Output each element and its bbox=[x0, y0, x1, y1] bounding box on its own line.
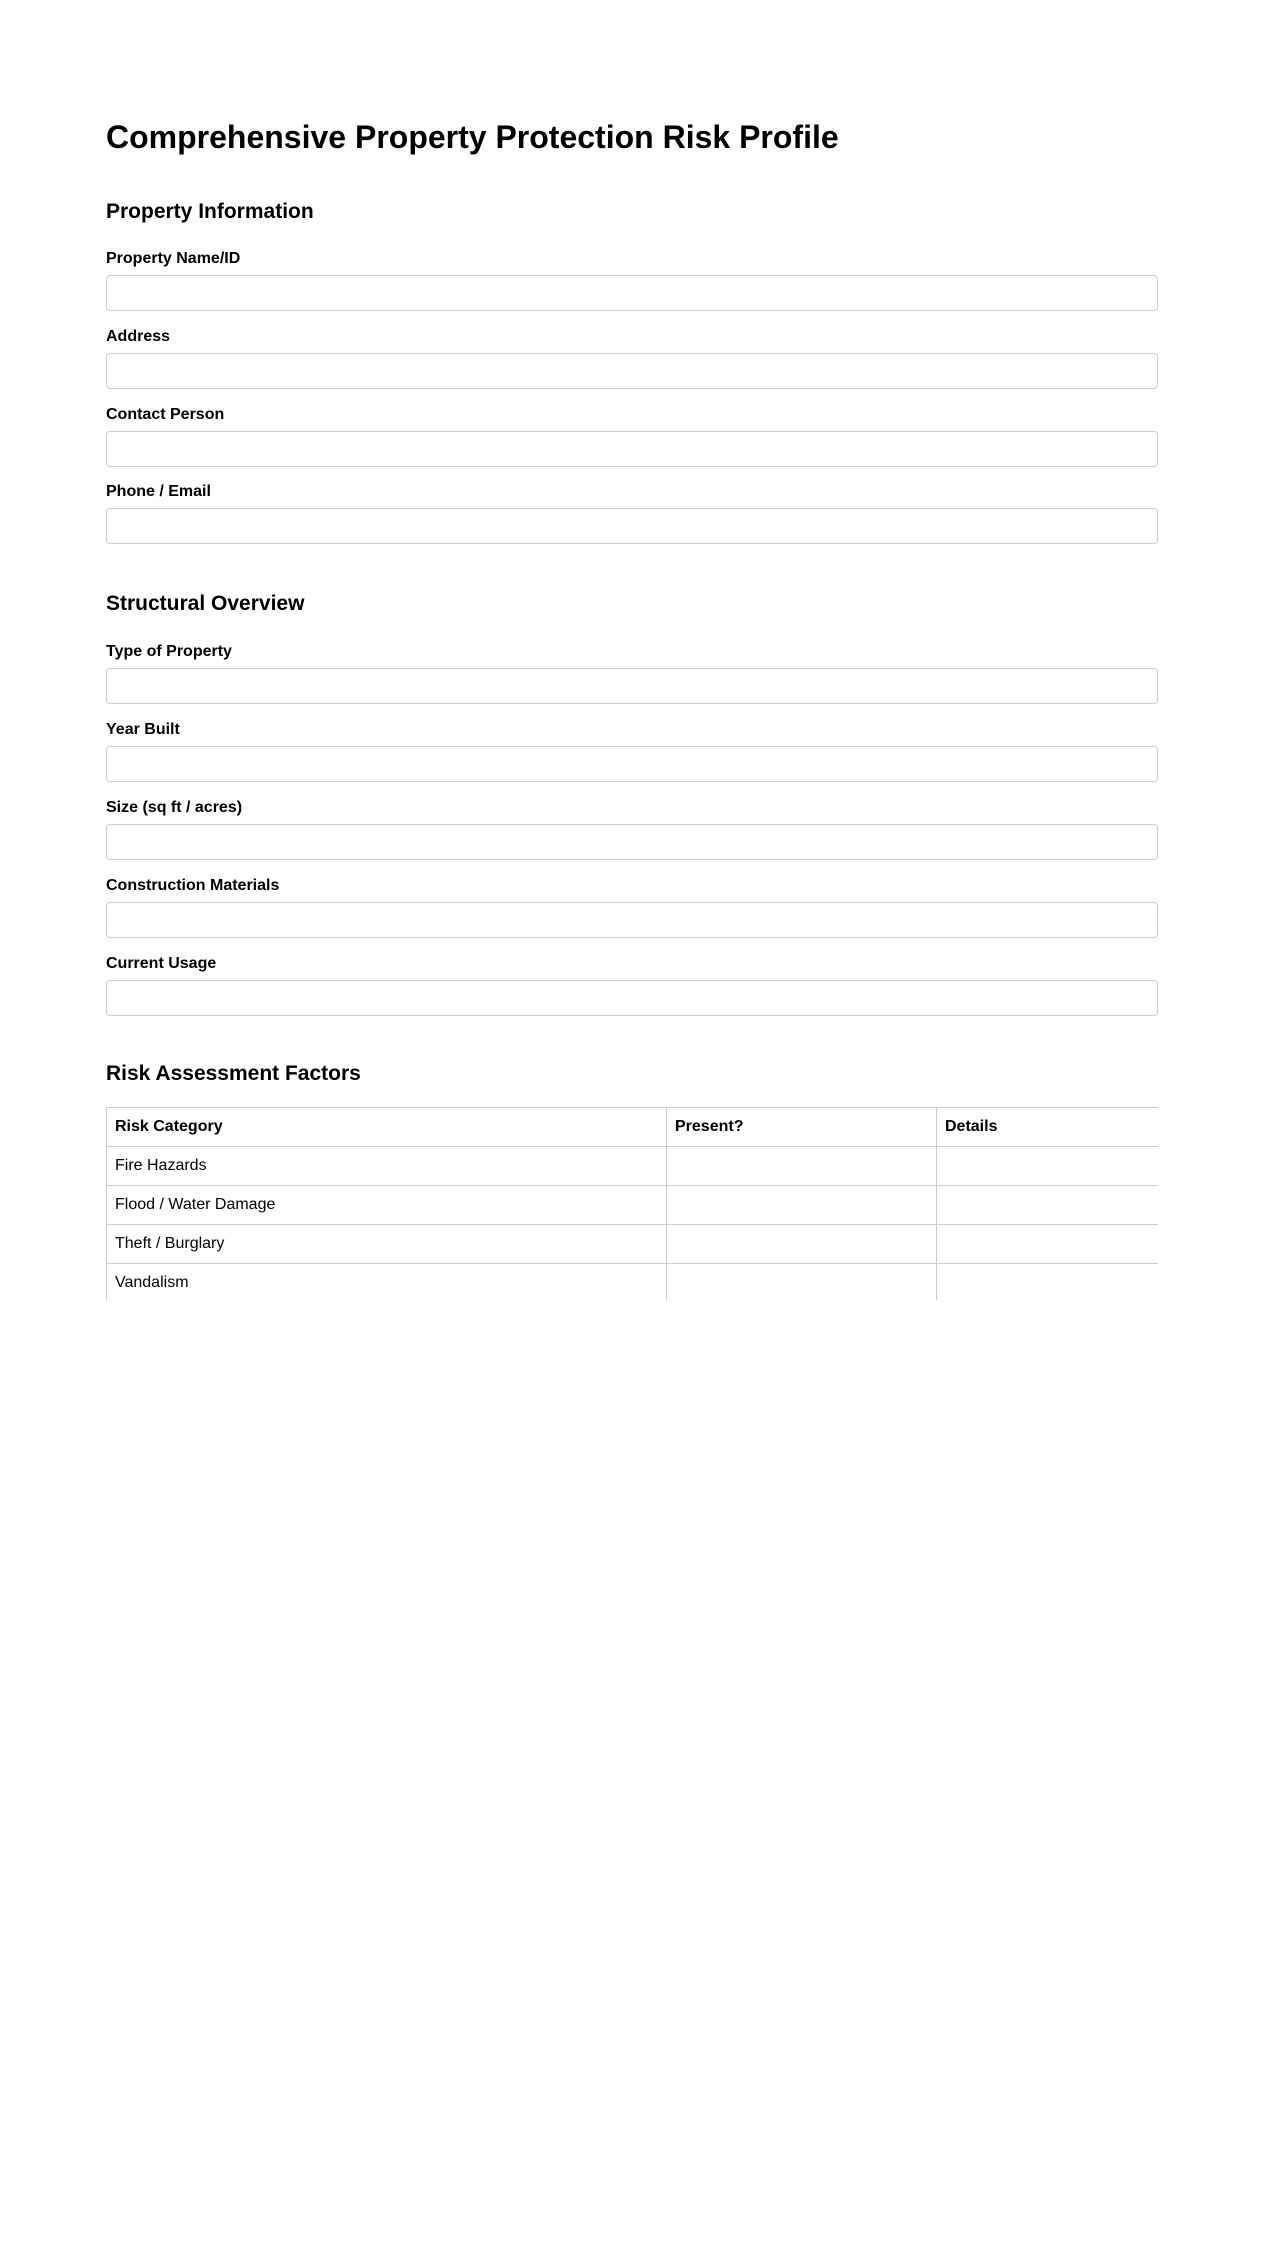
address-input[interactable] bbox=[106, 353, 1158, 389]
section-heading-structural-overview: Structural Overview bbox=[106, 592, 305, 615]
column-header-present: Present? bbox=[667, 1108, 937, 1147]
field-contact-person bbox=[106, 406, 1158, 480]
field-size bbox=[106, 799, 1158, 873]
present-cell[interactable] bbox=[667, 1186, 937, 1225]
details-cell[interactable] bbox=[937, 1186, 1159, 1225]
field-label: Phone / Email bbox=[106, 483, 211, 500]
risk-category-cell: Fire Hazards bbox=[107, 1147, 667, 1186]
column-header-risk-category: Risk Category bbox=[107, 1108, 667, 1147]
field-label: Year Built bbox=[106, 721, 180, 738]
present-cell[interactable] bbox=[667, 1147, 937, 1186]
property-name-id-input[interactable] bbox=[106, 275, 1158, 311]
field-property-name-id bbox=[106, 250, 1158, 324]
risk-table-container bbox=[106, 1107, 1158, 1300]
present-cell[interactable] bbox=[667, 1225, 937, 1264]
field-construction-materials bbox=[106, 877, 1158, 951]
details-cell[interactable] bbox=[937, 1147, 1159, 1186]
contact-person-input[interactable] bbox=[106, 431, 1158, 467]
risk-category-cell: Flood / Water Damage bbox=[107, 1186, 667, 1225]
field-label: Current Usage bbox=[106, 955, 217, 972]
field-label: Construction Materials bbox=[106, 877, 280, 894]
field-label: Address bbox=[106, 328, 171, 345]
details-cell[interactable] bbox=[937, 1225, 1159, 1264]
field-label: Type of Property bbox=[106, 643, 232, 660]
field-label: Property Name/ID bbox=[106, 250, 241, 267]
page-title: Comprehensive Property Protection Risk Profile bbox=[106, 119, 839, 155]
year-built-input[interactable] bbox=[106, 746, 1158, 782]
field-label: Size (sq ft / acres) bbox=[106, 799, 243, 816]
size-input[interactable] bbox=[106, 824, 1158, 860]
section-heading-property-information: Property Information bbox=[106, 200, 314, 223]
section-heading-risk-assessment: Risk Assessment Factors bbox=[106, 1062, 361, 1085]
table-row bbox=[107, 1186, 1159, 1225]
field-type-of-property bbox=[106, 643, 1158, 717]
field-year-built bbox=[106, 721, 1158, 795]
table-row bbox=[107, 1264, 1159, 1301]
table-row bbox=[107, 1225, 1159, 1264]
risk-category-cell: Theft / Burglary bbox=[107, 1225, 667, 1264]
table-row bbox=[107, 1147, 1159, 1186]
field-label: Contact Person bbox=[106, 406, 225, 423]
construction-materials-input[interactable] bbox=[106, 902, 1158, 938]
present-cell[interactable] bbox=[667, 1264, 937, 1301]
field-address bbox=[106, 328, 1158, 402]
table-header-row bbox=[107, 1108, 1159, 1147]
field-phone-email bbox=[106, 483, 1158, 557]
current-usage-input[interactable] bbox=[106, 980, 1158, 1016]
phone-email-input[interactable] bbox=[106, 508, 1158, 544]
field-current-usage bbox=[106, 955, 1158, 1029]
details-cell[interactable] bbox=[937, 1264, 1159, 1301]
risk-category-cell: Vandalism bbox=[107, 1264, 667, 1301]
type-of-property-input[interactable] bbox=[106, 668, 1158, 704]
column-header-details: Details bbox=[937, 1108, 1159, 1147]
risk-assessment-table bbox=[106, 1107, 1158, 1300]
